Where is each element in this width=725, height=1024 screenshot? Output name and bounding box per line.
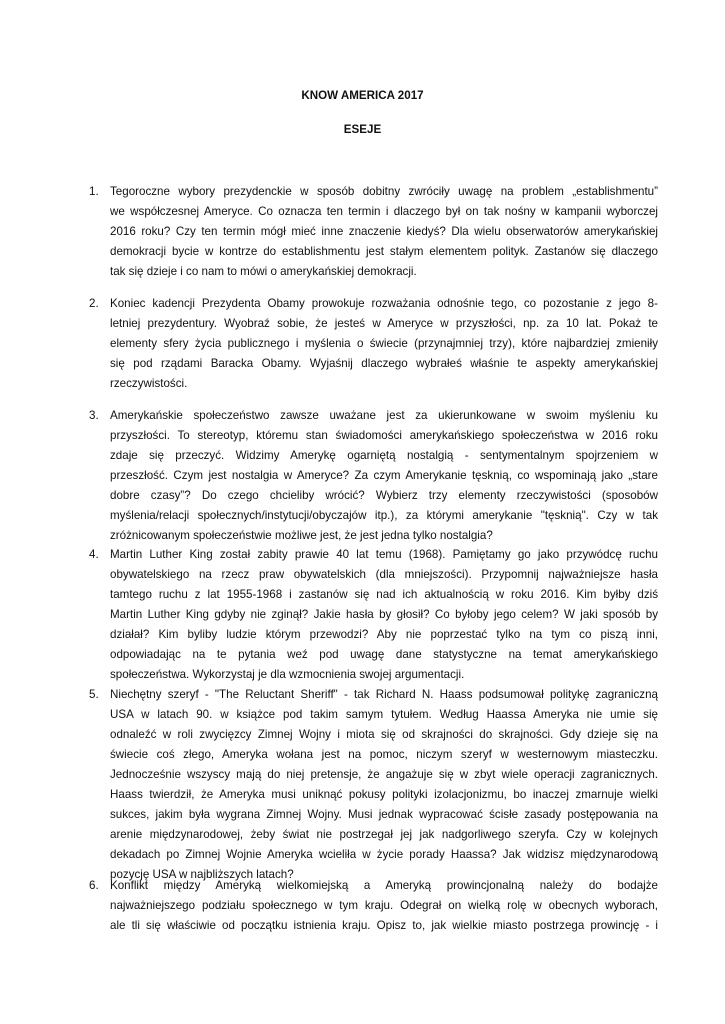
essay-number: 4. [89, 548, 99, 561]
essay-line: odpowiadając na te pytania weź pod uwagę dane statystyczne na temat amerykańskiego [110, 648, 658, 661]
essay-line: Jednocześnie wszyscy mają do niej pretensje, że angażuje się w zbyt wiele operacji zagranicznych. [110, 768, 658, 781]
essay-line: świecie coś złego, Ameryka wołana jest na pomoc, niczym szeryf w westernowym miasteczku. [110, 748, 658, 761]
essay-line: letniej prezydentury. Wyobraź sobie, że jesteś w Ameryce w przyszłości, np. za 10 lat. Pokaż te [110, 317, 658, 330]
essay-line: we współczesnej Ameryce. Co oznacza ten termin i dlaczego był on tak nośny w kampanii wyborczej [110, 205, 658, 218]
essay-line: odnaleźć w roli zwycięzcy Zimnej Wojny i miota się od skrajności do skrajności. Gdy dzieje się na [110, 728, 658, 741]
essay-line: Niechętny szeryf - "The Reluctant Sheriff" - tak Richard N. Haass podsumował politykę zagraniczną [110, 688, 658, 701]
essay-line: myślenia/relacji społecznych/instytucji/obyczajów itp.), za którymi amerykanie "tęsknią". Czy w tak [110, 509, 658, 522]
essay-number: 6. [89, 879, 99, 892]
essay-line: 2016 roku? Czy ten termin mógł mieć inne znaczenie kiedyś? Dla wielu obserwatorów amerykańskiej [110, 225, 658, 238]
essay-line: ale tli się właściwie od początku istnienia kraju. Opisz to, jak wielkie miasto postrzega prowincję - i [110, 919, 658, 932]
essay-line: dobre czasy”? Do czego chcieliby wrócić? Wybierz trzy elementy rzeczywistości (sposobów [110, 489, 658, 502]
essay-line: Konflikt między Ameryką wielkomiejską a Ameryką prowincjonalną należy do bodajże [110, 879, 658, 892]
essay-line: USA w latach 90. w książce pod takim samym tytułem. Według Haassa Ameryka nie umie się [110, 708, 658, 721]
document-title: KNOW AMERICA 2017 [301, 89, 424, 102]
essay-line: dekadach po Zimnej Wojnie Ameryka wcieliła w życie porady Haassa? Jak widzisz międzynarodową [110, 848, 658, 861]
essay-line: przeszłość. Czym jest nostalgia w Ameryce? Za czym Amerykanie tęsknią, co wspominają jako „stare [110, 469, 658, 482]
essay-number: 3. [89, 409, 99, 422]
essay-paragraph [110, 182, 658, 282]
essay-line: tak się dzieje i co nam to mówi o amerykańskiej demokracji. [110, 265, 417, 278]
essay-line: zdaje się przeczyć. Widzimy Amerykę ogarniętą nostalgią - sentymentalnym spojrzeniem w [110, 449, 658, 462]
essay-number: 1. [89, 185, 99, 198]
essay-line: się pod rządami Baracka Obamy. Wyjaśnij dlaczego wybrałeś właśnie te aspekty amerykańskiej [110, 357, 658, 370]
essay-line: Amerykańskie społeczeństwo zawsze uważane jest za ukierunkowane w swoim myśleniu ku [110, 409, 658, 422]
essay-line: Koniec kadencji Prezydenta Obamy prowokuje rozważania odnośnie tego, co pozostanie z jego 8- [110, 297, 658, 310]
essay-line: Tegoroczne wybory prezydenckie w sposób dobitny zwróciły uwagę na problem „establishmentu” [110, 185, 658, 198]
essay-line: obywatelskiego na rzecz praw obywatelskich (dla mniejszości). Przypomnij najważniejsze hasła [110, 568, 658, 581]
essay-line: najważniejszego podziału społecznego w tym kraju. Odegrał on wielką rolę w obecnych wyborach, [110, 899, 658, 912]
essay-line: tamtego ruchu z lat 1955-1968 i zastanów się nad ich aktualnością w roku 2016. Kim byłby dziś [110, 588, 658, 601]
essay-line: Martin Luther King gdyby nie zginął? Jakie hasła by głosił? Co byłoby jego celem? W jaki sposób by [110, 608, 658, 621]
essay-paragraph [110, 294, 658, 394]
essay-line: elementy sfery życia publicznego i myślenia o świecie (przynajmniej trzy), które najbardziej zmieniły [110, 337, 658, 350]
essay-paragraph [110, 876, 658, 936]
essay-number: 2. [89, 297, 99, 310]
essay-line: sukces, jakim była wygrana Zimnej Wojny. Musi jednak wypracować ścisłe zasady postępowania na [110, 808, 658, 821]
essay-paragraph [110, 406, 658, 546]
essay-line: Haass twierdził, że Ameryka musi uniknąć pokusy polityki izolacjonizmu, bo inaczej zmarnuje wielki [110, 788, 658, 801]
essay-line: działał? Kim byliby ludzie którym przewodzi? Aby nie poprzestać tylko na tym co piszą inni, [110, 628, 658, 641]
essay-line: przyszłości. To stereotyp, któremu stan świadomości amerykańskiego społeczeństwa w 2016 roku [110, 429, 658, 442]
essay-paragraph [110, 545, 658, 685]
essay-number: 5. [89, 688, 99, 701]
essay-line: arenie międzynarodowej, żeby świat nie postrzegał jej jak nadgorliwego szeryfa. Czy w kolejnych [110, 828, 658, 841]
essay-line: demokracji bycie w kontrze do establishmentu jest stałym elementem polityk. Zastanów się dlaczego [110, 245, 658, 258]
essay-line: społeczeństwa. Wykorzystaj je dla wzmocnienia swojej argumentacji. [110, 668, 465, 681]
document-subtitle: ESEJE [343, 123, 382, 136]
essay-paragraph [110, 685, 658, 885]
essay-line: pozycję USA w najbliższych latach? [110, 868, 294, 881]
essay-line: Martin Luther King został zabity prawie 40 lat temu (1968). Pamiętamy go jako przywódcę ruchu [110, 548, 658, 561]
essay-line: zróżnicowanym społeczeństwie możliwe jest, że jest jedna tylko nostalgia? [110, 529, 493, 542]
essay-line: rzeczywistości. [110, 377, 188, 390]
